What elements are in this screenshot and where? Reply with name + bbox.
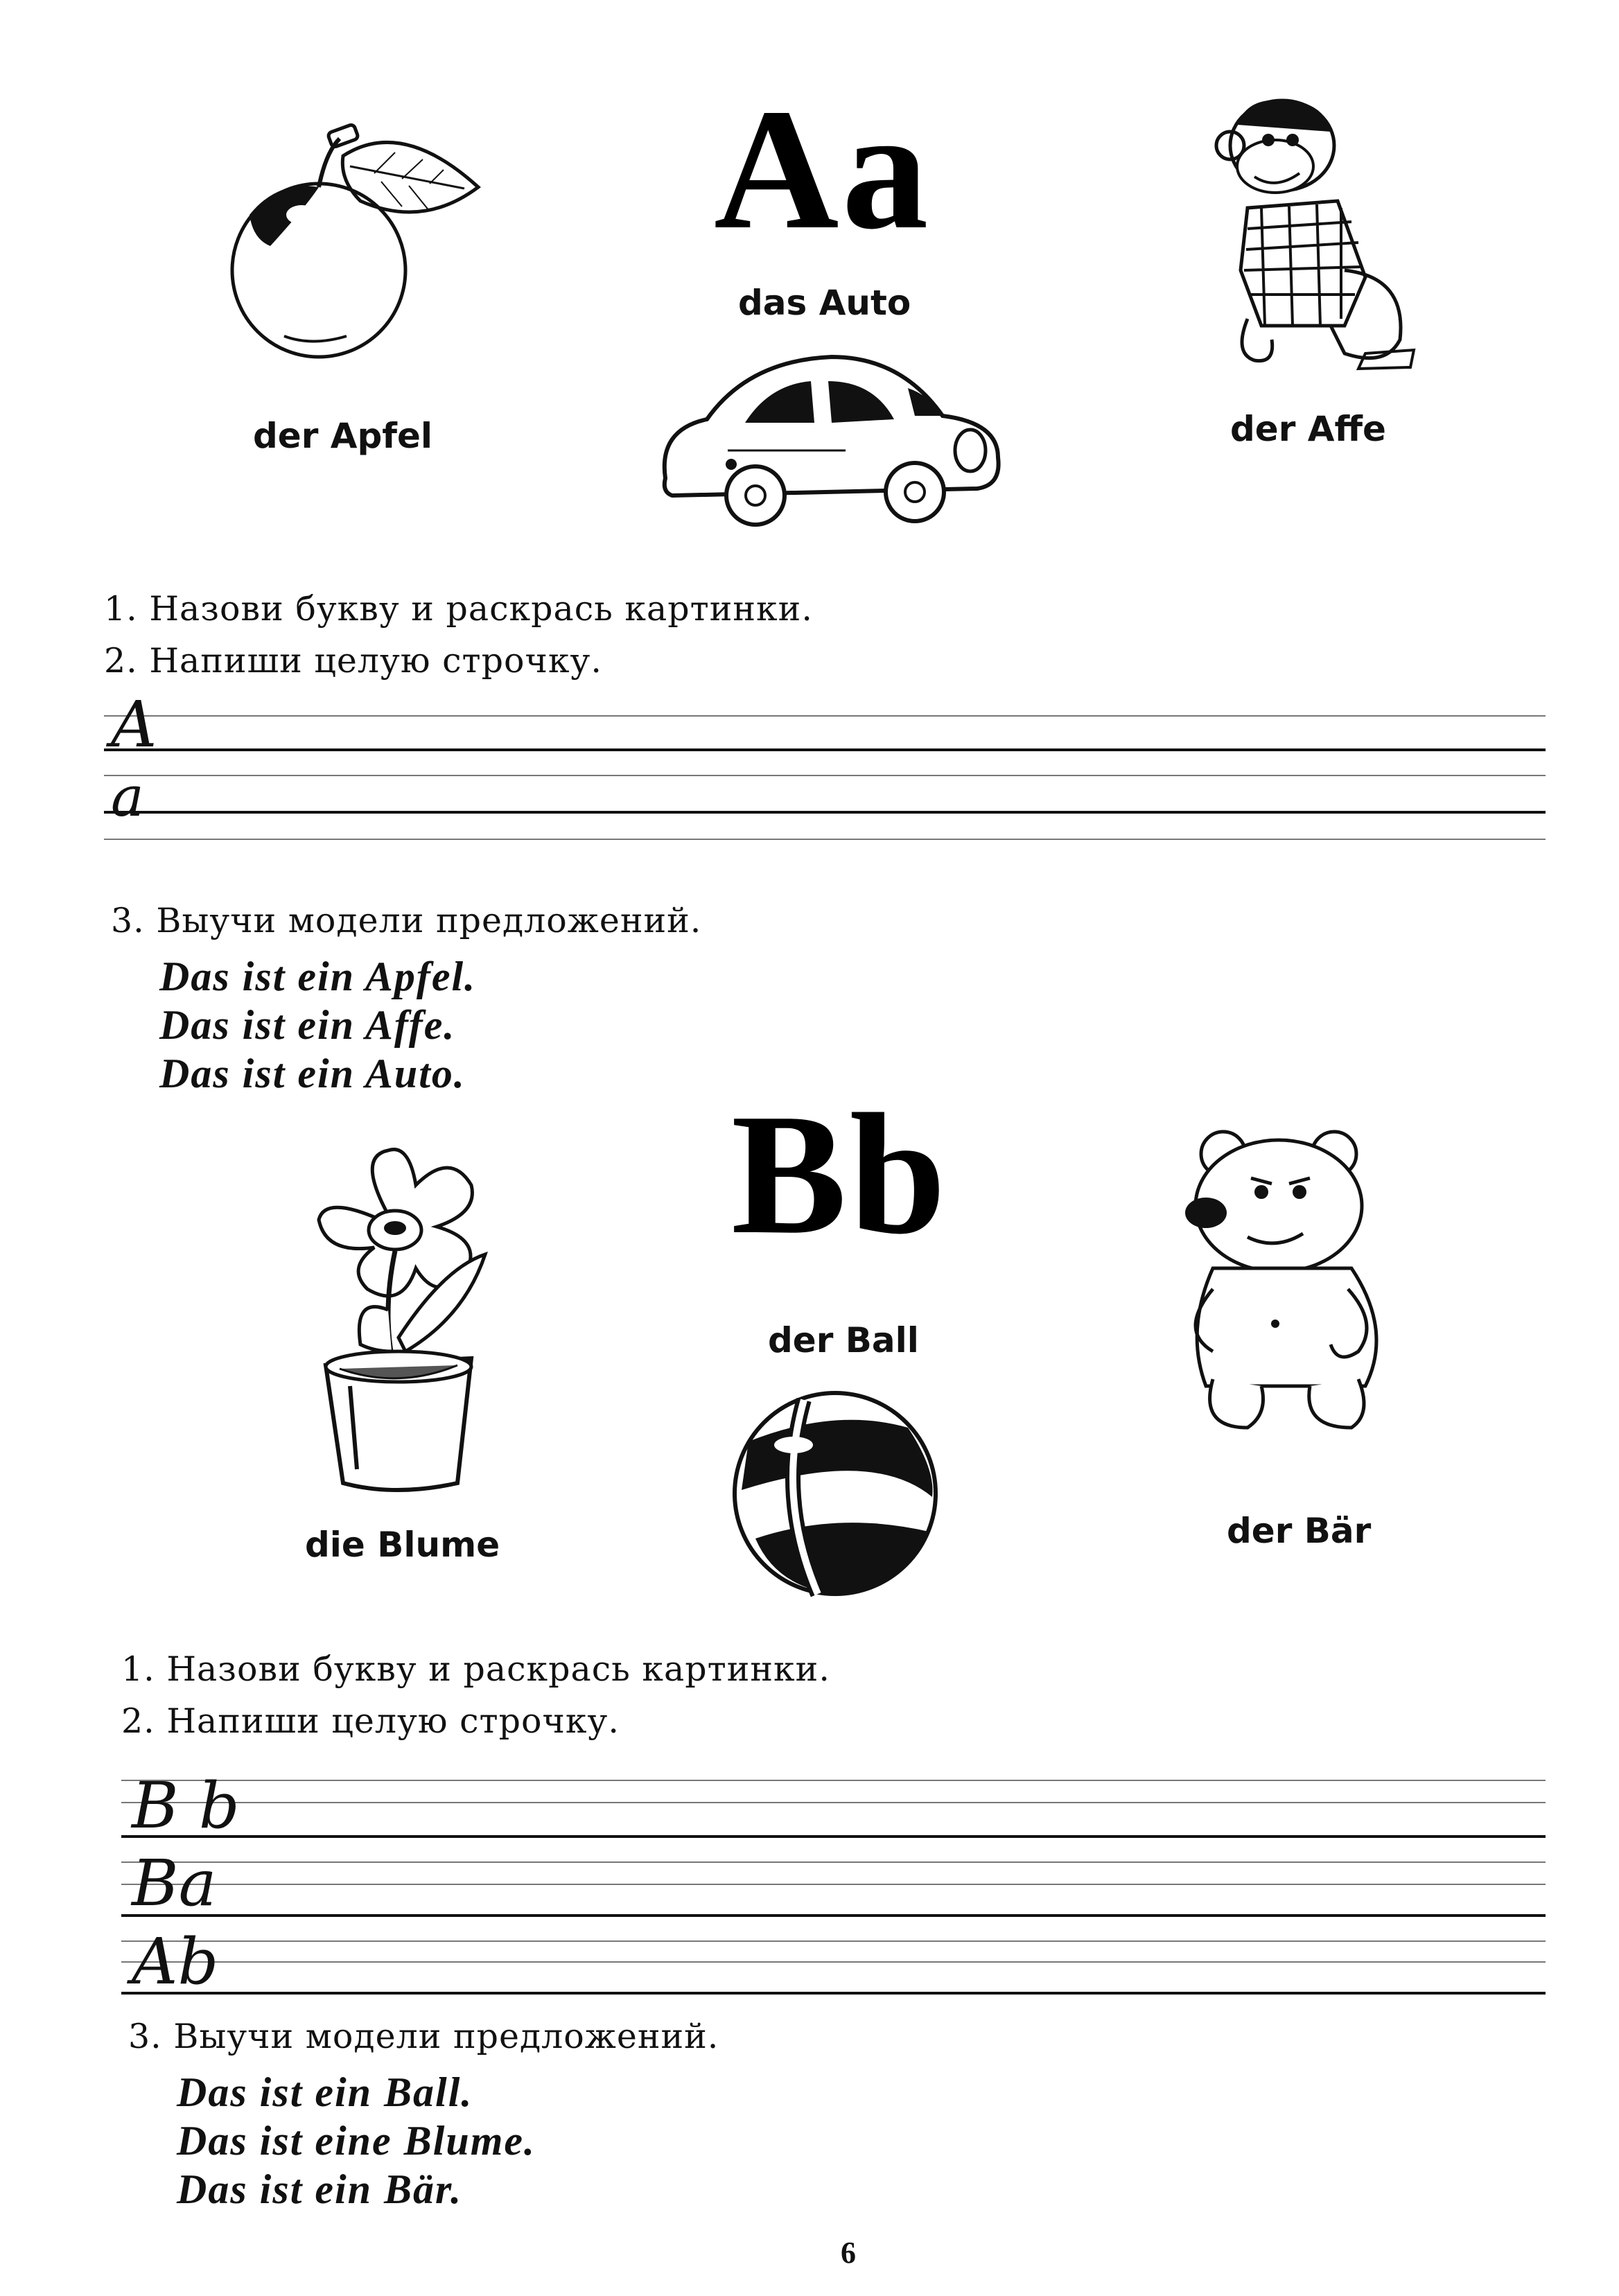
- caption-apfel: der Apfel: [253, 416, 433, 456]
- handwriting-b-1: B b: [132, 1769, 240, 1843]
- page-number: 6: [841, 2236, 856, 2270]
- task-2-b: 2. Напиши целую строчку.: [121, 1701, 620, 1741]
- sentence-b-3: Das ist ein Bär.: [177, 2166, 463, 2212]
- task-1-b: 1. Назови букву и раскрась картинки.: [121, 1649, 830, 1689]
- sentence-a-2: Das ist ein Affe.: [159, 1002, 456, 1048]
- handwriting-b-3: Ab: [132, 1925, 219, 1999]
- caption-affe: der Affe: [1230, 409, 1386, 449]
- sentence-a-1: Das ist ein Apfel.: [159, 954, 477, 999]
- handwriting-capital-a: A: [111, 687, 157, 762]
- handwriting-b-2: Ba: [132, 1846, 217, 1920]
- ball-icon: [728, 1386, 943, 1601]
- task-1-a: 1. Назови букву и раскрась картинки.: [104, 589, 813, 629]
- letter-heading-a: Aa: [714, 73, 931, 265]
- monkey-icon: [1206, 97, 1414, 388]
- car-icon: [651, 347, 1012, 527]
- caption-baer: der Bär: [1227, 1511, 1372, 1551]
- task-3-a: 3. Выучи модели предложений.: [111, 901, 702, 940]
- caption-ball: der Ball: [768, 1320, 919, 1360]
- handwriting-small-a: a: [111, 764, 144, 829]
- caption-auto: das Auto: [738, 283, 911, 323]
- sentence-a-3: Das ist ein Auto.: [159, 1051, 466, 1096]
- task-3-b: 3. Выучи модели предложений.: [128, 2017, 719, 2056]
- flower-icon: [291, 1143, 499, 1504]
- apple-icon: [222, 125, 513, 374]
- bear-icon: [1171, 1123, 1393, 1455]
- task-2-a: 2. Напиши целую строчку.: [104, 641, 602, 681]
- letter-heading-b: Bb: [731, 1078, 949, 1270]
- caption-blume: die Blume: [305, 1525, 500, 1565]
- sentence-b-2: Das ist eine Blume.: [177, 2118, 536, 2164]
- sentence-b-1: Das ist ein Ball.: [177, 2069, 473, 2115]
